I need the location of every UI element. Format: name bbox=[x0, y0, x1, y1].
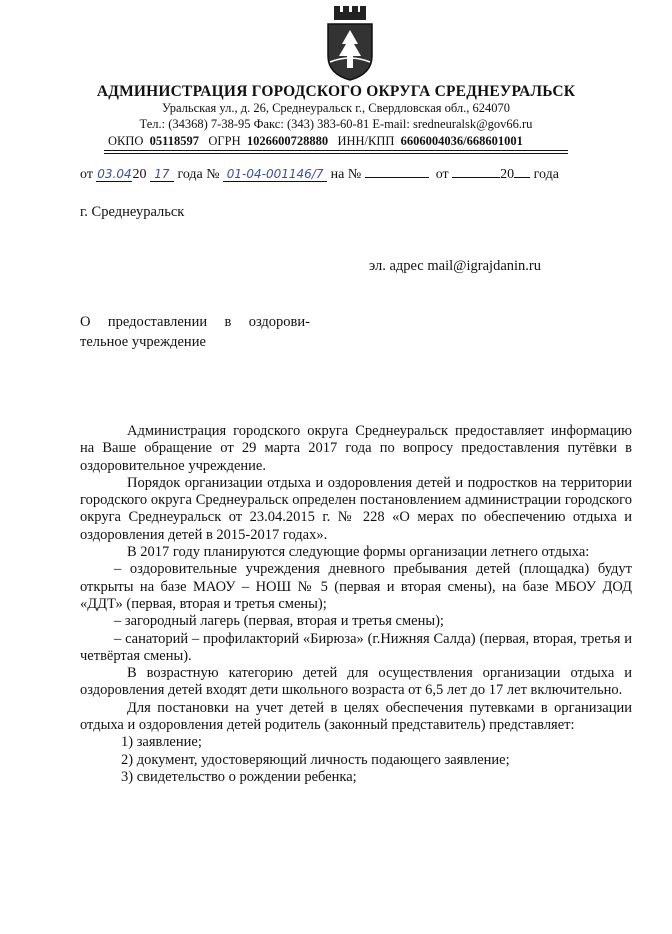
okpo-value: 05118597 bbox=[149, 134, 199, 148]
body-paragraph: Администрация городского округа Среднеуральск предоставляет информацию на Ваше обращение от 29 марта 2017 года по вопросу предоставления путёвки в оздоровительное учреждение. bbox=[80, 423, 632, 474]
ref-year2-label: года bbox=[533, 167, 559, 182]
letter-subject-text: О предоставлении в оздорови-тельное учреждение bbox=[80, 314, 310, 350]
body-paragraph: В возрастную категорию детей для осуществления организации отдыха и оздоровления детей входят дети школьного возраста от 6,5 лет до 17 лет включительно. bbox=[80, 665, 632, 699]
okpo-label: ОКПО bbox=[108, 134, 144, 148]
letter-body bbox=[80, 423, 632, 786]
ref-on-label: на № bbox=[330, 167, 362, 182]
body-list-item: – оздоровительные учреждения дневного пребывания детей (площадка) будут открыты на базе МАОУ – НОШ № 5 (первая и вторая смены), на базе МБОУ ДОД «ДДТ» (первая, вторая и третья смены); bbox=[80, 561, 632, 612]
body-list-item: – загородный лагерь (первая, вторая и третья смены); bbox=[114, 613, 444, 630]
ref-on-number-blank bbox=[365, 165, 429, 178]
inn-label: ИНН/КПП bbox=[337, 134, 395, 148]
ref-year2-blank bbox=[514, 165, 530, 178]
body-paragraph: В 2017 году планируются следующие формы организации летнего отдыха: bbox=[127, 544, 590, 561]
body-paragraph: Для постановки на учет детей в целях обеспечения путевками в организации отдыха и оздоровления детей родитель (законный представитель) представляет: bbox=[80, 699, 632, 734]
ref-number-handwritten: 01-04-001146/7 bbox=[223, 167, 327, 182]
city: г. Среднеуральск bbox=[80, 204, 185, 220]
organization-title: АДМИНИСТРАЦИЯ ГОРОДСКОГО ОКРУГА СРЕДНЕУРАЛЬСК bbox=[96, 83, 576, 100]
ref-number-label: года № bbox=[177, 167, 220, 182]
ogrn-value: 1026600728880 bbox=[246, 134, 329, 148]
body-numbered-item: 3) свидетельство о рождении ребенка; bbox=[121, 768, 357, 785]
letter-subject bbox=[80, 312, 310, 352]
recipient-email: эл. адрес mail@igrajdanin.ru bbox=[369, 258, 541, 274]
organization-contacts: Тел.: (34368) 7-38-95 Факс: (343) 383-60-81 E-mail: sredneuralsk@gov66.ru bbox=[139, 117, 533, 131]
ref-year2-prefix: 20 bbox=[500, 167, 515, 182]
ref-from2-date-blank bbox=[452, 165, 500, 178]
header-rule-bottom bbox=[104, 153, 568, 154]
header-rule-top bbox=[104, 150, 568, 151]
ref-year-handwritten: 17 bbox=[150, 167, 174, 182]
body-paragraph: Порядок организации отдыха и оздоровления детей и подростков на территории городского округа Среднеуральск определен постановлением администрации городского округа Среднеуральск от 23.04.2015 г. № 228 «О мерах по обеспечению отдыха и оздоровления детей в 2015-2017 годах». bbox=[80, 474, 632, 543]
coat-of-arms-emblem bbox=[322, 4, 378, 82]
inn-value: 6606004036/668601001 bbox=[400, 134, 523, 148]
body-numbered-item: 2) документ, удостоверяющий личность подающего заявление; bbox=[121, 751, 510, 768]
ref-from-label: от bbox=[80, 167, 93, 182]
ref-year-prefix: 20 bbox=[132, 167, 147, 182]
body-list-item: – санаторий – профилакторий «Бирюза» (г.Нижняя Салда) (первая, вторая, третья и четвёртая смены). bbox=[80, 630, 632, 664]
reference-line bbox=[80, 165, 559, 183]
ogrn-label: ОГРН bbox=[208, 134, 241, 148]
ref-date-handwritten: 03.04 bbox=[97, 167, 132, 181]
organization-address: Уральская ул., д. 26, Среднеуральск г., Свердловская обл., 624070 bbox=[161, 101, 511, 115]
body-numbered-item: 1) заявление; bbox=[121, 734, 202, 751]
ref-from2-label: от bbox=[435, 167, 449, 182]
organization-requisites bbox=[108, 134, 523, 149]
